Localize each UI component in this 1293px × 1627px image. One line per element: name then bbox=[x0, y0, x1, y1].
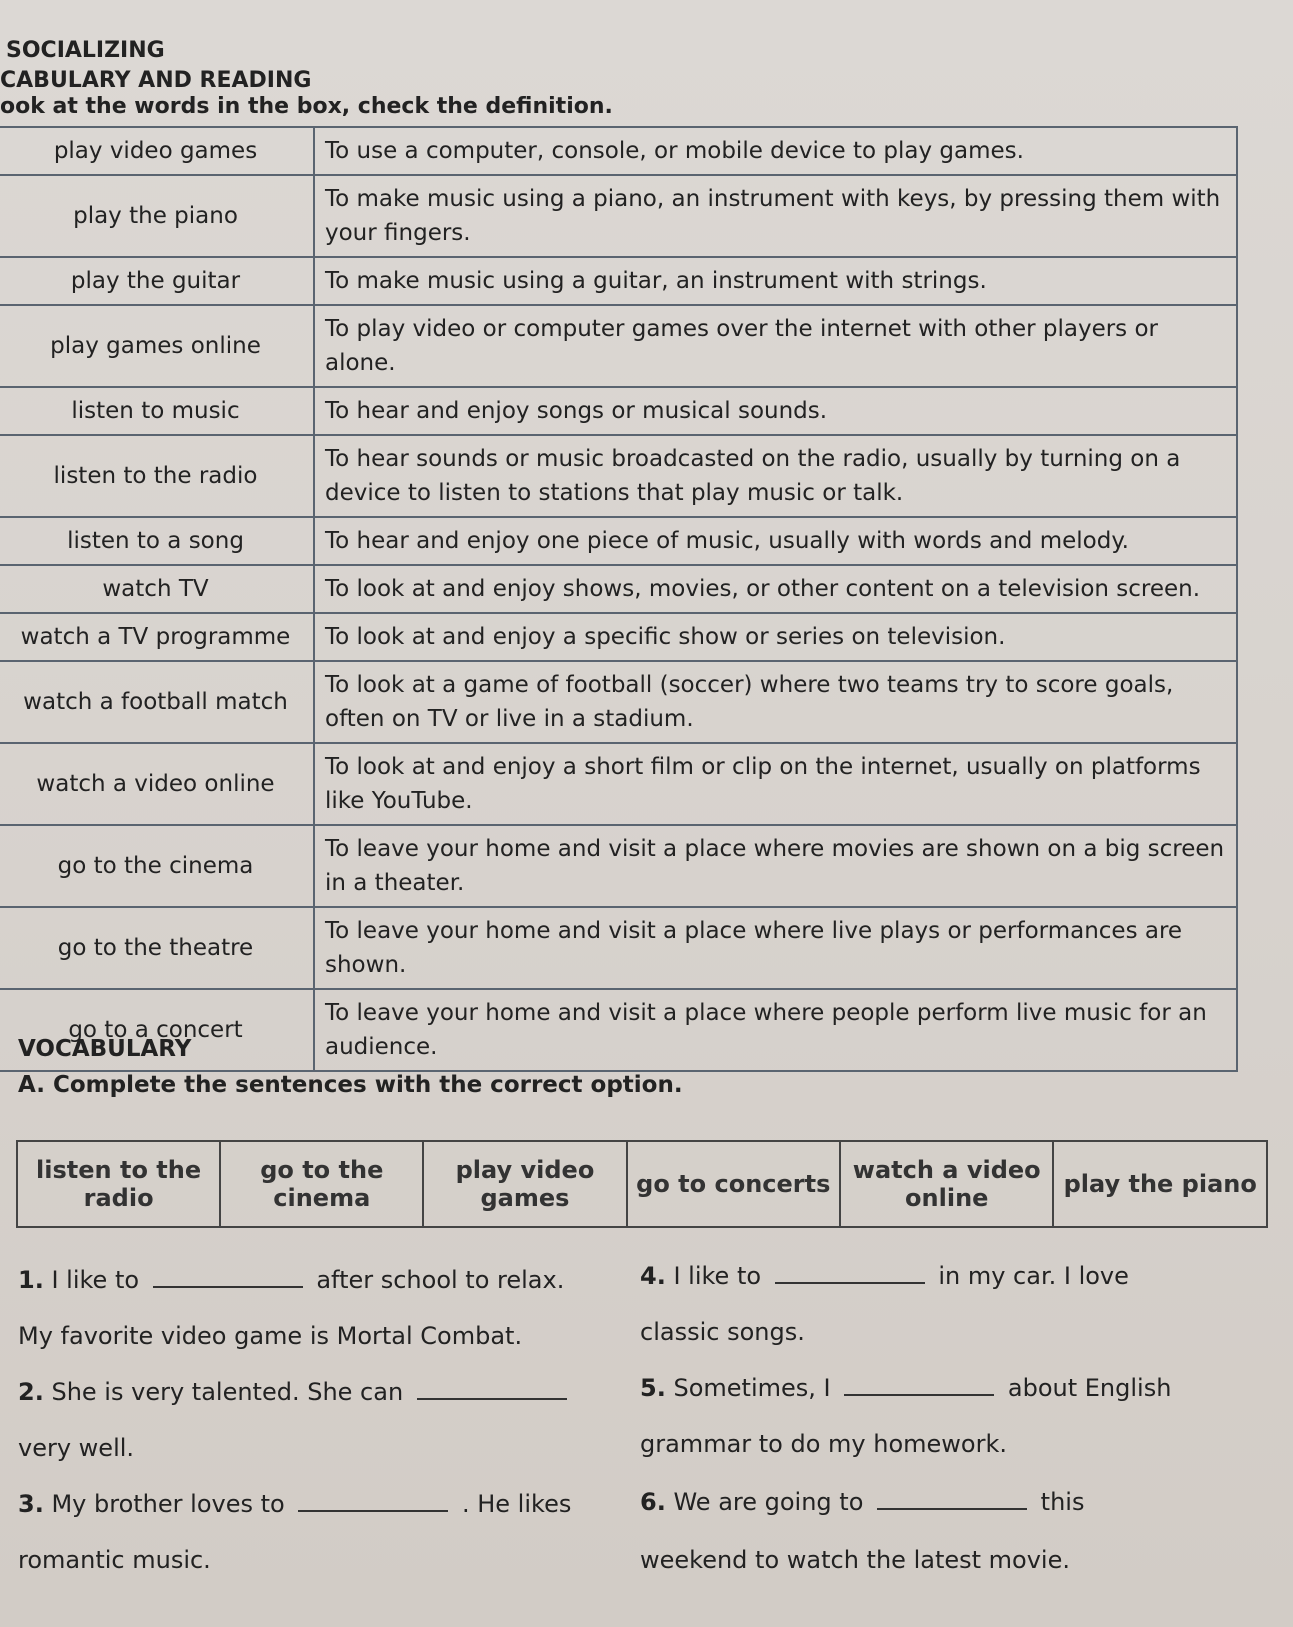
exercise-text: I like to bbox=[51, 1266, 140, 1294]
term-cell: listen to the radio bbox=[0, 435, 314, 517]
table-row bbox=[0, 305, 1237, 387]
definition-cell: To make music using a piano, an instrument with keys, by pressing them with your fingers. bbox=[314, 175, 1237, 257]
term-cell: go to a concert bbox=[0, 989, 314, 1071]
exercise-number: 4. bbox=[640, 1262, 666, 1290]
definition-cell: To hear and enjoy songs or musical sounds. bbox=[314, 387, 1237, 435]
exercise-1 bbox=[18, 1266, 564, 1294]
exercise-text: . He likes bbox=[461, 1490, 572, 1518]
table-row bbox=[0, 661, 1237, 743]
option-cell: go to concerts bbox=[627, 1141, 840, 1227]
exercise-text: My brother loves to bbox=[51, 1490, 285, 1518]
exercise-number: 2. bbox=[18, 1378, 44, 1406]
term-cell: watch TV bbox=[0, 565, 314, 613]
exercise-2 bbox=[18, 1378, 573, 1406]
term-cell: listen to music bbox=[0, 387, 314, 435]
exercise-text: about English bbox=[1007, 1374, 1172, 1402]
answer-blank[interactable] bbox=[877, 1488, 1027, 1510]
exercise-6-line2: weekend to watch the latest movie. bbox=[640, 1546, 1070, 1574]
exercise-2-line2: very well. bbox=[18, 1434, 135, 1462]
answer-blank[interactable] bbox=[417, 1378, 567, 1400]
vocabulary-heading: VOCABULARY bbox=[18, 1036, 192, 1062]
option-cell: go to the cinema bbox=[220, 1141, 423, 1227]
answer-blank[interactable] bbox=[844, 1374, 994, 1396]
exercise-6 bbox=[640, 1488, 1084, 1516]
answer-blank[interactable] bbox=[153, 1266, 303, 1288]
exercise-number: 3. bbox=[18, 1490, 44, 1518]
section-title: SOCIALIZING bbox=[6, 38, 165, 63]
vocabulary-task: A. Complete the sentences with the correct option. bbox=[18, 1072, 683, 1098]
term-cell: watch a football match bbox=[0, 661, 314, 743]
option-cell: watch a video online bbox=[840, 1141, 1053, 1227]
exercise-number: 6. bbox=[640, 1488, 666, 1516]
table-row bbox=[0, 743, 1237, 825]
exercise-text: We are going to bbox=[673, 1488, 864, 1516]
definition-cell: To look at a game of football (soccer) where two teams try to score goals, often on TV or live in a stadium. bbox=[314, 661, 1237, 743]
table-row bbox=[0, 175, 1237, 257]
options-box bbox=[16, 1140, 1268, 1228]
definition-cell: To hear sounds or music broadcasted on the radio, usually by turning on a device to listen to stations that play music or talk. bbox=[314, 435, 1237, 517]
exercise-text: this bbox=[1040, 1488, 1085, 1516]
definition-cell: To use a computer, console, or mobile device to play games. bbox=[314, 127, 1237, 175]
definition-cell: To look at and enjoy a specific show or series on television. bbox=[314, 613, 1237, 661]
exercise-1-line2: My favorite video game is Mortal Combat. bbox=[18, 1322, 523, 1350]
definition-cell: To leave your home and visit a place where live plays or performances are shown. bbox=[314, 907, 1237, 989]
table-row bbox=[0, 825, 1237, 907]
table-row bbox=[0, 387, 1237, 435]
exercise-text: after school to relax. bbox=[316, 1266, 565, 1294]
exercise-5 bbox=[640, 1374, 1171, 1402]
term-cell: play the guitar bbox=[0, 257, 314, 305]
term-cell: watch a TV programme bbox=[0, 613, 314, 661]
exercise-4-line2: classic songs. bbox=[640, 1318, 805, 1346]
table-row bbox=[0, 565, 1237, 613]
exercise-number: 5. bbox=[640, 1374, 666, 1402]
exercise-text: She is very talented. She can bbox=[51, 1378, 404, 1406]
exercise-4 bbox=[640, 1262, 1129, 1290]
definition-cell: To hear and enjoy one piece of music, usually with words and melody. bbox=[314, 517, 1237, 565]
term-cell: play video games bbox=[0, 127, 314, 175]
table-row bbox=[0, 613, 1237, 661]
option-cell: play video games bbox=[423, 1141, 626, 1227]
answer-blank[interactable] bbox=[298, 1490, 448, 1512]
exercise-3-line2: romantic music. bbox=[18, 1546, 211, 1574]
table-row bbox=[0, 127, 1237, 175]
table-row bbox=[0, 435, 1237, 517]
option-cell: play the piano bbox=[1053, 1141, 1267, 1227]
term-cell: watch a video online bbox=[0, 743, 314, 825]
definition-cell: To leave your home and visit a place where people perform live music for an audience. bbox=[314, 989, 1237, 1071]
option-cell: listen to the radio bbox=[17, 1141, 220, 1227]
term-cell: go to the theatre bbox=[0, 907, 314, 989]
term-cell: listen to a song bbox=[0, 517, 314, 565]
term-cell: go to the cinema bbox=[0, 825, 314, 907]
table-row bbox=[0, 907, 1237, 989]
definition-cell: To leave your home and visit a place where movies are shown on a big screen in a theater. bbox=[314, 825, 1237, 907]
exercise-text: Sometimes, I bbox=[673, 1374, 831, 1402]
definition-cell: To play video or computer games over the internet with other players or alone. bbox=[314, 305, 1237, 387]
term-cell: play games online bbox=[0, 305, 314, 387]
exercise-text: I like to bbox=[673, 1262, 762, 1290]
definition-cell: To make music using a guitar, an instrument with strings. bbox=[314, 257, 1237, 305]
answer-blank[interactable] bbox=[775, 1262, 925, 1284]
exercise-text: in my car. I love bbox=[938, 1262, 1129, 1290]
exercise-number: 1. bbox=[18, 1266, 44, 1294]
subsection-title: CABULARY AND READING bbox=[0, 68, 312, 93]
definition-cell: To look at and enjoy a short film or clip on the internet, usually on platforms like YouTube. bbox=[314, 743, 1237, 825]
table-row bbox=[0, 257, 1237, 305]
definitions-table bbox=[0, 126, 1238, 1072]
definition-cell: To look at and enjoy shows, movies, or other content on a television screen. bbox=[314, 565, 1237, 613]
instruction-text: ook at the words in the box, check the definition. bbox=[0, 94, 613, 119]
exercise-5-line2: grammar to do my homework. bbox=[640, 1430, 1007, 1458]
term-cell: play the piano bbox=[0, 175, 314, 257]
table-row bbox=[0, 517, 1237, 565]
exercise-3 bbox=[18, 1490, 571, 1518]
